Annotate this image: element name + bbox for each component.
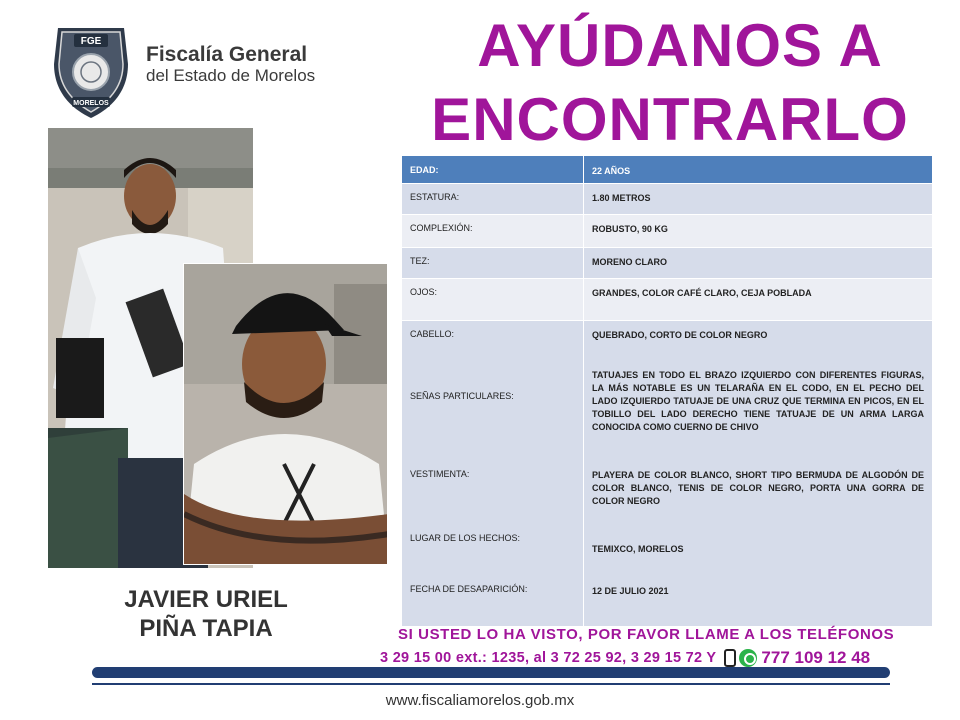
table-row	[402, 279, 933, 321]
detail-value-fecha: 12 DE JULIO 2021	[592, 586, 669, 596]
fge-logo-badge	[52, 24, 130, 120]
detail-label-ojos: OJOS:	[402, 279, 584, 321]
detail-label-cabello: CABELLO:	[410, 329, 455, 339]
detail-label-edad: EDAD:	[402, 156, 584, 184]
detail-value-edad: 22 AÑOS	[584, 156, 933, 184]
org-name-line1: Fiscalía General	[146, 43, 308, 66]
contact-instruction: SI USTED LO HA VISTO, POR FAVOR LLAME A LOS TELÉFONOS	[398, 626, 895, 643]
table-row	[402, 156, 933, 184]
detail-value-cabello: QUEBRADO, CORTO DE COLOR NEGRO	[592, 330, 768, 340]
table-row	[402, 215, 933, 248]
footer-divider-thin	[92, 683, 890, 685]
badge-bottom-text: MORELOS	[73, 100, 109, 107]
table-row	[402, 248, 933, 279]
detail-value-estatura: 1.80 METROS	[584, 184, 933, 215]
detail-label-tez: TEZ:	[402, 248, 584, 279]
website-url: www.fiscaliamorelos.gob.mx	[385, 692, 575, 709]
detail-value-vestimenta: PLAYERA DE COLOR BLANCO, SHORT TIPO BERMUDA DE ALGODÓN DE COLOR BLANCO, TENIS DE COLOR NEGRO, PORTA UNA GORRA DE COLOR NEGRO	[592, 470, 924, 506]
detail-label-lugar: LUGAR DE LOS HECHOS:	[410, 533, 521, 543]
headline-line2: ENCONTRARLO	[431, 86, 909, 153]
whatsapp-number: 777 109 12 48	[761, 648, 871, 667]
detail-value-complexion: ROBUSTO, 90 KG	[584, 215, 933, 248]
detail-value-tez: MORENO CLARO	[584, 248, 933, 279]
detail-value-senas: TATUAJES EN TODO EL BRAZO IZQUIERDO CON DIFERENTES FIGURAS, LA MÁS NOTABLE ES UN TELARAÑA EN EL CODO, EN EL PECHO DEL LADO IZQUIERDO TATUAJE DE UNA CRUZ QUE TERMINA EN PICOS, EN EL TOBILLO DEL LADO DERECHO TIENE TATUAJE DE UN ARMA LARGA CONOCIDA COMO CUERNO DE CHIVO	[592, 370, 924, 432]
table-row	[402, 184, 933, 215]
detail-label-vestimenta: VESTIMENTA:	[410, 469, 470, 479]
detail-label-fecha: FECHA DE DESAPARICIÓN:	[410, 584, 528, 594]
table-row	[402, 321, 933, 627]
organization-name	[146, 44, 315, 86]
headline-line1: AYÚDANOS A	[477, 12, 883, 79]
detail-label-complexion: COMPLEXIÓN:	[402, 215, 584, 248]
org-name-line2: del Estado de Morelos	[146, 66, 316, 85]
badge-text: FGE	[80, 36, 102, 47]
contact-phone-numbers: 3 29 15 00 ext.: 1235, al 3 72 25 92, 3 29 15 72 Y	[380, 650, 717, 666]
detail-label-senas: SEÑAS PARTICULARES:	[410, 391, 514, 401]
person-name-line1: JAVIER URIEL	[124, 586, 288, 613]
contact-phones-row	[380, 648, 940, 668]
person-details-table	[401, 155, 933, 627]
whatsapp-icon	[739, 649, 757, 667]
detail-value-lugar: TEMIXCO, MORELOS	[592, 544, 684, 554]
detail-value-ojos: GRANDES, COLOR CAFÉ CLARO, CEJA POBLADA	[584, 279, 933, 321]
detail-label-estatura: ESTATURA:	[402, 184, 584, 215]
footer-divider-thick	[92, 667, 890, 678]
mobile-phone-icon	[724, 649, 736, 667]
person-name-line2: PIÑA TAPIA	[139, 615, 273, 642]
missing-person-photo-2	[183, 263, 388, 565]
